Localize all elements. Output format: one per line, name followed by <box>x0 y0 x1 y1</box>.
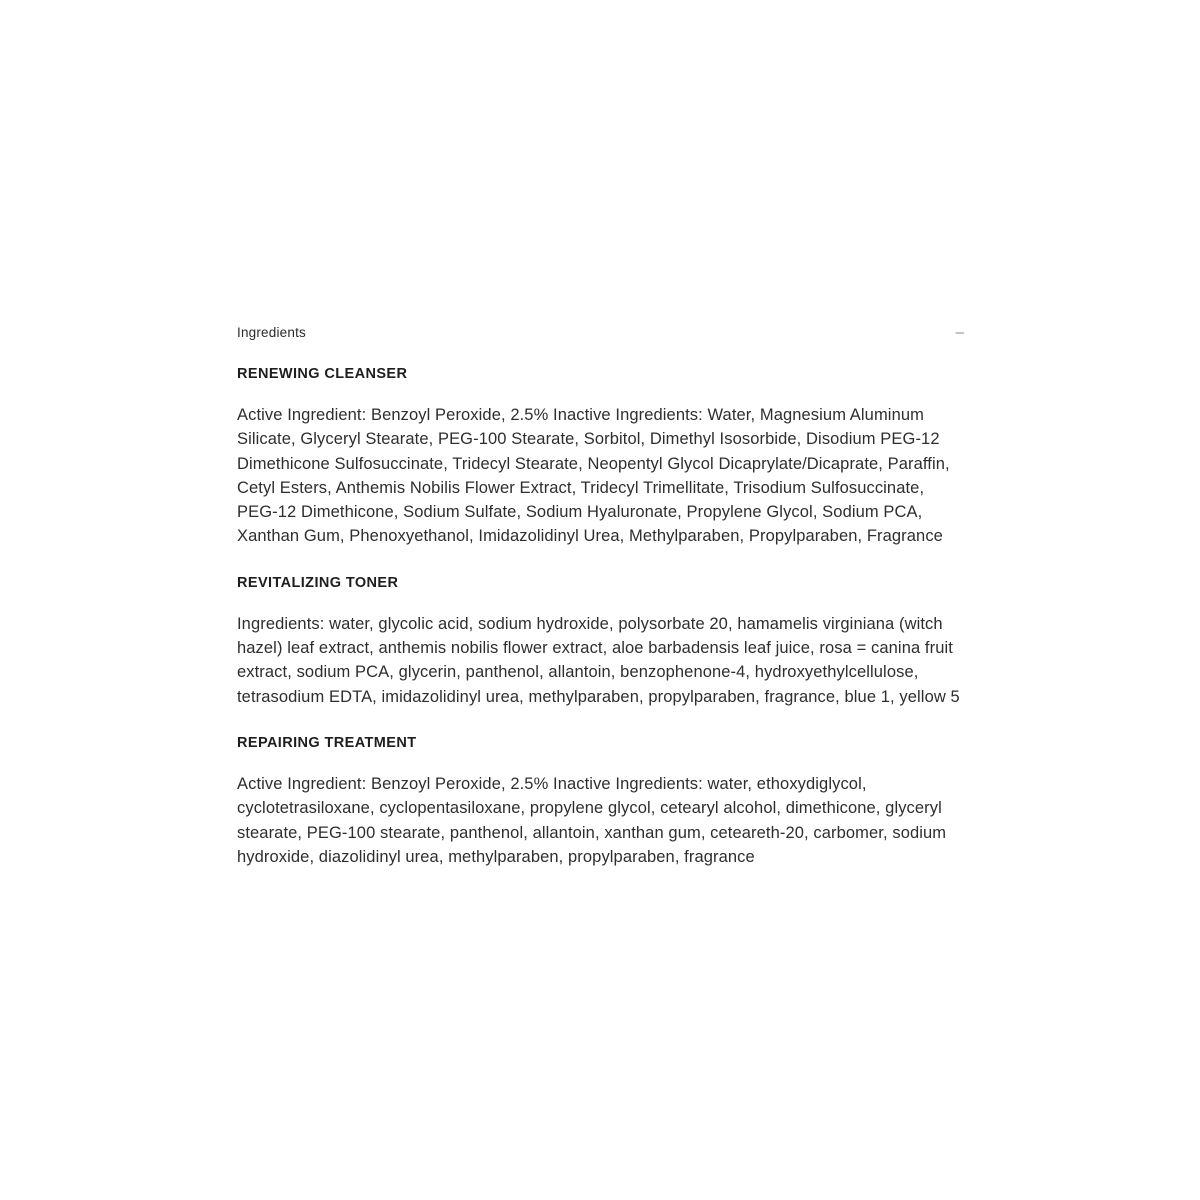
ingredients-accordion <box>237 326 964 869</box>
section-revitalizing-toner <box>237 576 964 709</box>
section-renewing-cleanser <box>237 367 964 549</box>
collapse-minus-icon[interactable]: – <box>955 324 964 341</box>
section-body-repairing-treatment: Active Ingredient: Benzoyl Peroxide, 2.5% Inactive Ingredients: water, ethoxydiglycol, cyclotetrasiloxane, cyclopentasiloxane, propylene glycol, cetearyl alcohol, dimethicone, glyceryl stearate, PEG-100 stearate, panthenol, allantoin, xanthan gum, ceteareth-20, carbomer, sodium hydroxide, diazolidinyl urea, methylparaben, propylparaben, fragrance <box>237 774 947 866</box>
section-body-revitalizing-toner: Ingredients: water, glycolic acid, sodium hydroxide, polysorbate 20, hamamelis virginiana (witch hazel) leaf extract, anthemis nobilis flower extract, aloe barbadensis leaf juice, rosa = canina fruit extract, sodium PCA, glycerin, panthenol, allantoin, benzophenone-4, hydroxyethylcellulose, tetrasodium EDTA, imidazolidinyl urea, methylparaben, propylparaben, fragrance, blue 1, yellow 5 <box>237 614 960 706</box>
section-body-renewing-cleanser: Active Ingredient: Benzoyl Peroxide, 2.5% Inactive Ingredients: Water, Magnesium Aluminum Silicate, Glyceryl Stearate, PEG-100 Stearate, Sorbitol, Dimethyl Isosorbide, Disodium PEG-12 Dimethicone Sulfosuccinate, Tridecyl Stearate, Neopentyl Glycol Dicaprylate/Dicaprate, Paraffin, Cetyl Esters, Anthemis Nobilis Flower Extract, Tridecyl Trimellitate, Trisodium Sulfosuccinate, PEG-12 Dimethicone, Sodium Sulfate, Sodium Hyaluronate, Propylene Glycol, Sodium PCA, Xanthan Gum, Phenoxyethanol, Imidazolidinyl Urea, Methylparaben, Propylparaben, Fragrance <box>237 406 950 546</box>
ingredients-accordion-header[interactable] <box>237 326 964 340</box>
section-heading-renewing-cleanser: RENEWING CLEANSER <box>237 366 408 382</box>
section-heading-revitalizing-toner: REVITALIZING TONER <box>237 574 399 591</box>
section-repairing-treatment <box>237 736 964 869</box>
section-heading-repairing-treatment: REPAIRING TREATMENT <box>237 734 417 751</box>
ingredients-accordion-title: Ingredients <box>237 325 306 340</box>
